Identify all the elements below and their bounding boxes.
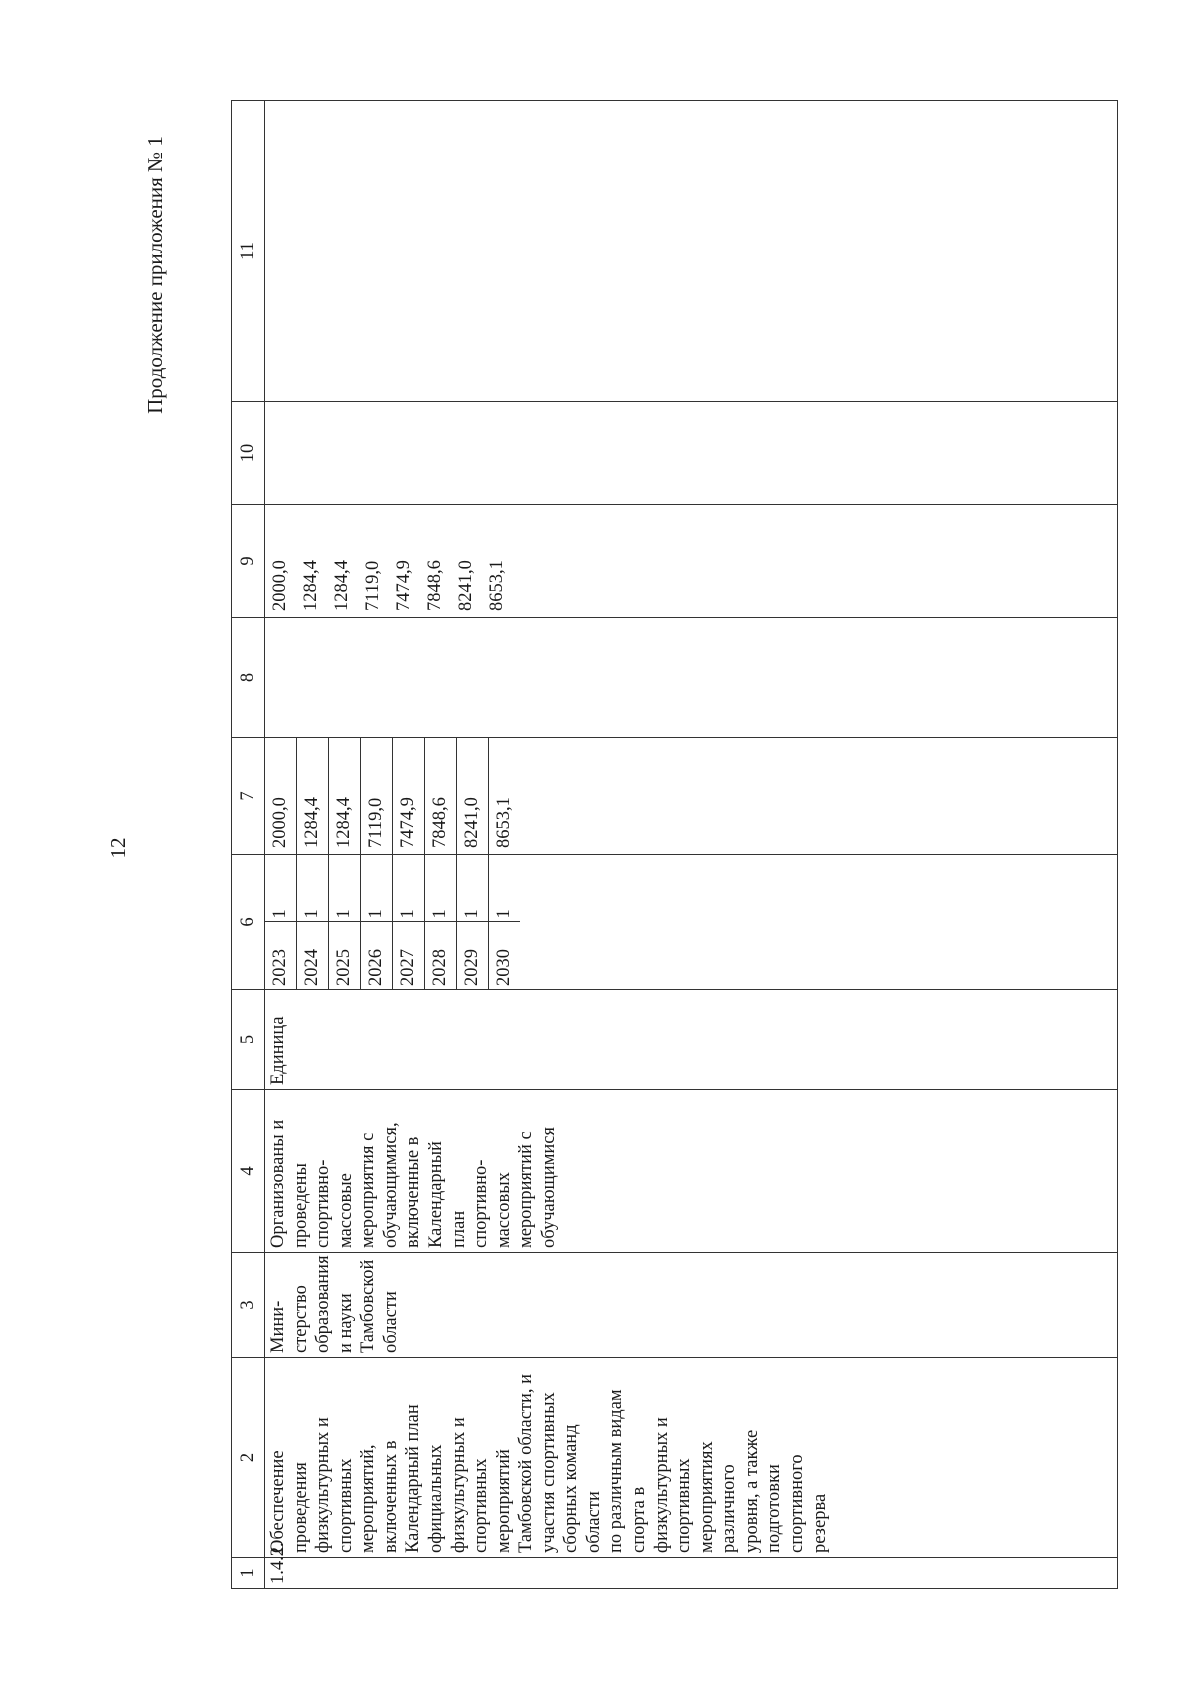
year-value: 1 [425, 855, 457, 922]
year: 2024 [297, 922, 329, 989]
col-header-4: 4 [232, 1090, 265, 1253]
col7-value: 7848,6 [425, 738, 457, 854]
col-header-8: 8 [232, 618, 265, 738]
col7-value: 7119,0 [361, 738, 393, 854]
year-value: 1 [393, 855, 425, 922]
year-value: 1 [297, 855, 329, 922]
measure-description: Обеспечение проведения физкультурных и спортивных мероприятий, включенных в Календарный план официальных физкультурных и спортивных мероприятий Тамбовской области, и участия спортивных сборных команд области по различным видам спорта в физкультурных и спортивных мероприятиях различного уровня, а также подготовки спортивного резерва [265, 1358, 1118, 1558]
col-header-7: 7 [232, 738, 265, 855]
year: 2028 [425, 922, 457, 989]
col7-value: 1284,4 [329, 738, 361, 854]
col7-value: 7474,9 [393, 738, 425, 854]
year-row [457, 855, 489, 989]
col9-value: 7474,9 [394, 560, 414, 611]
year-value: 1 [457, 855, 489, 922]
col-header-9: 9 [232, 505, 265, 618]
year-value: 1 [329, 855, 361, 922]
col11-empty [265, 101, 1118, 402]
year-value: 1 [494, 909, 515, 919]
col9-value: 1284,4 [332, 560, 352, 611]
col-header-3: 3 [232, 1253, 265, 1358]
year-row [361, 855, 393, 989]
col7-value: 8653,1 [494, 797, 514, 848]
col9-value: 1284,4 [301, 560, 321, 611]
year: 2030 [489, 922, 521, 989]
year: 2026 [361, 922, 393, 989]
year-row [393, 855, 425, 989]
year-value: 1 [265, 855, 297, 922]
year-value: 1 [361, 855, 393, 922]
year: 2023 [265, 922, 297, 989]
col7-value: 2000,0 [265, 738, 297, 854]
year: 2027 [393, 922, 425, 989]
year-row [265, 855, 297, 989]
col9-value: 8241,0 [456, 560, 476, 611]
col9-value: 7119,0 [363, 560, 383, 611]
col-header-10: 10 [232, 402, 265, 505]
executor: Мини- стерство образования и науки Тамбовской области [265, 1253, 1118, 1358]
header-row [232, 101, 265, 1589]
col9-value: 2000,0 [270, 560, 290, 611]
year: 2029 [457, 922, 489, 989]
col-header-1: 1 [232, 1558, 265, 1589]
col10-empty [265, 402, 1118, 505]
col-header-6: 6 [232, 855, 265, 990]
col7-value: 8241,0 [457, 738, 489, 854]
col-header-11: 11 [232, 101, 265, 402]
col9-value: 8653,1 [487, 560, 507, 611]
col8-empty [265, 618, 1118, 738]
col9-values [265, 505, 1118, 618]
year-row [425, 855, 457, 989]
appendix-continuation-label: Продолжение приложения № 1 [143, 136, 167, 414]
col7-values [265, 738, 1118, 855]
result-description: Организованы и проведены спортивно- массовые мероприятия с обучающимися, включенные в Календарный план спортивно- массовых мероприятий с обучающимися [265, 1090, 1118, 1253]
budget-table [231, 100, 1118, 1589]
row-number: 1.4.2. [265, 1558, 1118, 1589]
year: 2025 [329, 922, 361, 989]
table-row [265, 101, 1118, 1589]
col9-value: 7848,6 [425, 560, 445, 611]
year-values-cell [265, 855, 1118, 990]
col7-value: 1284,4 [297, 738, 329, 854]
unit: Единица [265, 990, 1118, 1090]
col-header-5: 5 [232, 990, 265, 1090]
page-number: 12 [106, 837, 130, 859]
col-header-2: 2 [232, 1358, 265, 1558]
year-row [297, 855, 329, 989]
year-row [329, 855, 361, 989]
rotated-table-container [231, 101, 1118, 1589]
year-values-table [265, 855, 520, 989]
year-row [489, 855, 521, 989]
